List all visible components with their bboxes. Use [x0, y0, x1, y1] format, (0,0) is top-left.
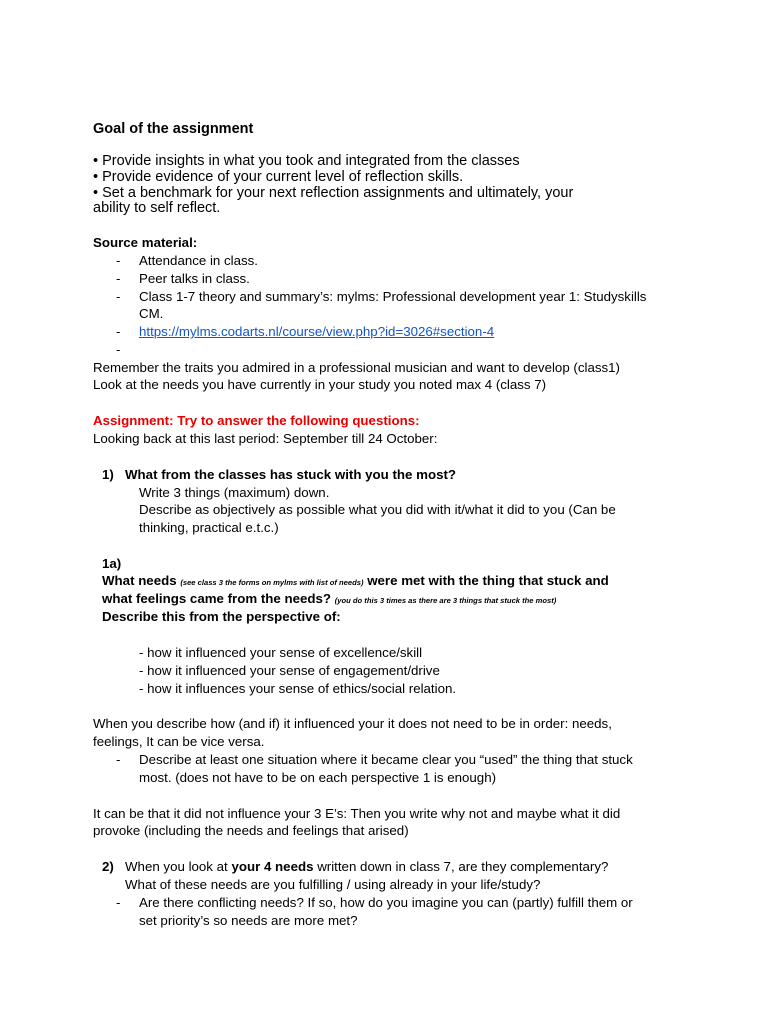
q2-line-2: What of these needs are you fulfilling / using already in your life/study? [125, 877, 541, 892]
goal-bullet-1: • Provide insights in what you took and integrated from the classes [93, 153, 520, 169]
q1a-what-needs: What needs [102, 573, 177, 588]
q1-title: What from the classes has stuck with you the most? [125, 467, 457, 482]
source-link[interactable]: https://mylms.codarts.nl/course/view.php?id=3026#section-4 [139, 324, 495, 339]
q2-conflict-line-2: set priority’s so needs are more met? [139, 913, 358, 928]
dash-marker: - [116, 752, 121, 767]
goal-bullet-3: • Set a benchmark for your next reflection assignments and ultimately, your [93, 185, 574, 201]
goal-bullet-2: • Provide evidence of your current level of reflection skills. [93, 169, 464, 185]
source-item-theory: Class 1-7 theory and summary’s: mylms: Professional development year 1: Studyskills [139, 289, 647, 304]
q1a-times-note: (you do this 3 times as there are 3 things that stuck the most) [334, 596, 557, 605]
q2-four-needs: your 4 needs [231, 859, 314, 874]
q1-line-3: thinking, practical e.t.c.) [139, 520, 279, 535]
q1a-feelings: what feelings came from the needs? [102, 591, 332, 606]
q1-line-1: Write 3 things (maximum) down. [139, 485, 330, 500]
dash-marker: - [116, 289, 121, 304]
q2-line-1 [125, 858, 608, 876]
q1-line-2: Describe as objectively as possible what you did with it/what it did to you (Can be [139, 502, 616, 517]
dash-marker: - [116, 895, 121, 910]
dash-marker: - [116, 324, 121, 339]
source-heading: Source material: [93, 235, 198, 250]
q1a-line-2 [102, 590, 556, 610]
q1a-were-met: were met with the thing that stuck and [367, 573, 609, 588]
q1-number: 1) [102, 467, 114, 482]
dash-marker: - [116, 253, 121, 268]
no-influence-line-2: provoke (including the needs and feelings that arised) [93, 823, 409, 838]
remember-line-1: Remember the traits you admired in a professional musician and want to develop (class1) [93, 360, 620, 375]
q1a-needs-note: (see class 3 the forms on mylms with list of needs) [180, 578, 364, 587]
q2-conflict-line-1: Are there conflicting needs? If so, how do you imagine you can (partly) fulfill them or [139, 895, 633, 910]
goal-heading: Goal of the assignment [93, 121, 254, 137]
q2-when-look: When you look at [125, 859, 228, 874]
source-item-theory-cont: CM. [139, 306, 164, 321]
source-item-peer-talks: Peer talks in class. [139, 271, 250, 286]
describe-order-line-2: feelings, It can be vice versa. [93, 734, 265, 749]
no-influence-line-1: It can be that it did not influence your 3 E’s: Then you write why not and maybe what it did [93, 806, 621, 821]
q1a-perspective-heading: Describe this from the perspective of: [102, 609, 341, 624]
situation-line-2: most. (does not have to be on each perspective 1 is enough) [139, 770, 497, 785]
assignment-heading: Assignment: Try to answer the following questions: [93, 413, 420, 428]
assignment-period: Looking back at this last period: September till 24 October: [93, 431, 438, 446]
q1a-line-1 [102, 572, 609, 592]
dash-marker: - [116, 271, 121, 286]
perspective-ethics: - how it influences your sense of ethics/social relation. [139, 681, 457, 696]
source-item-attendance: Attendance in class. [139, 253, 259, 268]
dash-marker: - [116, 342, 121, 357]
situation-line-1: Describe at least one situation where it became clear you “used” the thing that stuck [139, 752, 633, 767]
q1a-number: 1a) [102, 556, 122, 571]
perspective-excellence: - how it influenced your sense of excellence/skill [139, 645, 423, 660]
goal-bullet-3-cont: ability to self reflect. [93, 200, 221, 216]
remember-line-2: Look at the needs you have currently in your study you noted max 4 (class 7) [93, 377, 547, 392]
perspective-engagement: - how it influenced your sense of engagement/drive [139, 663, 440, 678]
q2-complementary: written down in class 7, are they complementary? [317, 859, 609, 874]
q2-number: 2) [102, 859, 114, 874]
describe-order-line-1: When you describe how (and if) it influenced your it does not need to be in order: needs, [93, 716, 612, 731]
